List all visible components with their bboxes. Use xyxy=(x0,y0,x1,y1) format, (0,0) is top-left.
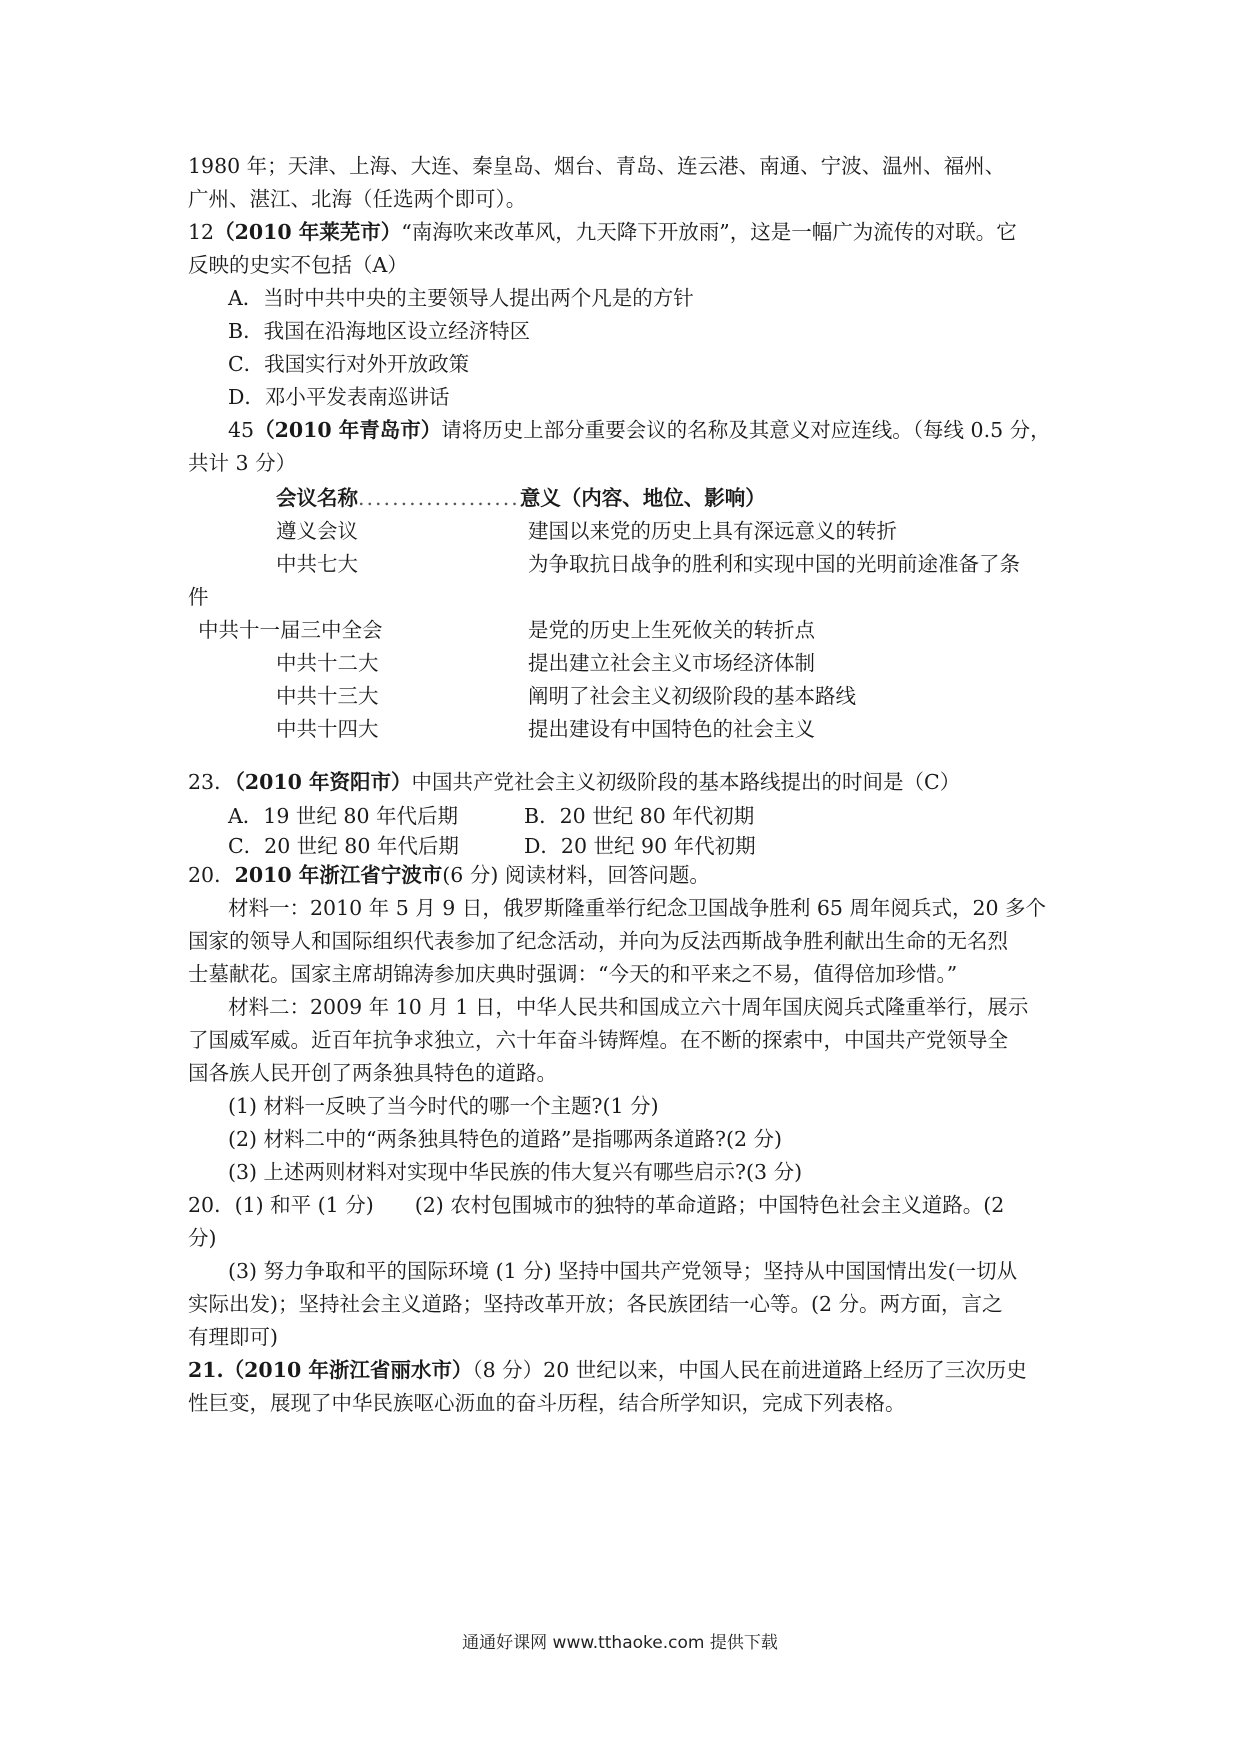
sub-question: (1) 材料一反映了当今时代的哪一个主题?(1 分) xyxy=(228,1094,659,1118)
options-row xyxy=(188,799,1068,829)
meeting-meaning-wrap: 件 xyxy=(188,585,209,609)
answer-20-cont: 有理即可) xyxy=(188,1325,278,1349)
question-21-stem-cont: 性巨变，展现了中华民族呕心沥血的奋斗历程，结合所学知识，完成下列表格。 xyxy=(188,1391,906,1415)
material-2: 材料二：2009 年 10 月 1 日，中华人民共和国成立六十周年国庆阅兵式隆重举行，展示 xyxy=(228,995,1029,1019)
text-line: 广州、湛江、北海（任选两个即可）。 xyxy=(188,187,527,211)
document-body xyxy=(188,150,1068,1420)
meeting-meaning: 阐明了社会主义初级阶段的基本路线 xyxy=(528,684,856,708)
material-1-cont: 士墓献花。国家主席胡锦涛参加庆典时强调：“今天的和平来之不易，值得倍加珍惜。” xyxy=(188,962,958,986)
question-45-stem: 45（2010 年青岛市）请将历史上部分重要会议的名称及其意义对应连线。（每线 0.5 分， xyxy=(228,418,1051,442)
answer-20-part3: (3) 努力争取和平的国际环境 (1 分) 坚持中国共产党领导；坚持从中国国情出发(一切从 xyxy=(228,1259,1018,1283)
option: B．20 世纪 80 年代初期 xyxy=(524,804,755,828)
answer-20: 20．(1) 和平 (1 分) (2) 农村包围城市的独特的革命道路；中国特色社会主义道路。(2 xyxy=(188,1193,1005,1217)
page-footer: 通通好课网 www.tthaoke.com 提供下载 xyxy=(462,1633,778,1653)
meeting-meaning: 为争取抗日战争的胜利和实现中国的光明前途准备了条 xyxy=(528,552,1020,576)
matching-table xyxy=(188,482,1068,741)
question-20-stem: 20．2010 年浙江省宁波市(6 分) 阅读材料，回答问题。 xyxy=(188,863,710,887)
answer-20-cont: 分) xyxy=(188,1226,217,1250)
material-2-cont: 了国威军威。近百年抗争求独立，六十年奋斗铸辉煌。在不断的探索中，中国共产党领导全 xyxy=(188,1028,1008,1052)
meeting-name: 中共十三大 xyxy=(276,684,379,708)
option: B．我国在沿海地区设立经济特区 xyxy=(228,319,531,343)
question-23-stem: 23．（2010 年资阳市）中国共产党社会主义初级阶段的基本路线提出的时间是（C） xyxy=(188,770,961,794)
answer-20-cont: 实际出发)；坚持社会主义道路；坚持改革开放；各民族团结一心等。(2 分。两方面，言之 xyxy=(188,1292,1003,1316)
sub-question: (2) 材料二中的“两条独具特色的道路”是指哪两条道路?(2 分) xyxy=(228,1127,783,1151)
option: C．20 世纪 80 年代后期 xyxy=(228,834,459,858)
option: A．19 世纪 80 年代后期 xyxy=(228,804,459,828)
meeting-name: 中共十二大 xyxy=(276,651,379,675)
question-21-stem: 21.（2010 年浙江省丽水市）（8 分）20 世纪以来，中国人民在前进道路上经历了三次历史 xyxy=(188,1358,1027,1382)
options-row xyxy=(188,829,1068,859)
material-2-cont: 国各族人民开创了两条独具特色的道路。 xyxy=(188,1061,557,1085)
matching-header: 会议名称...................意义（内容、地位、影响） xyxy=(276,486,766,510)
question-12-stem-cont: 反映的史实不包括（A） xyxy=(188,253,408,277)
material-1-cont: 国家的领导人和国际组织代表参加了纪念活动，并向为反法西斯战争胜利献出生命的无名烈 xyxy=(188,929,1008,953)
meeting-name: 中共十四大 xyxy=(276,717,379,741)
meeting-meaning: 是党的历史上生死攸关的转折点 xyxy=(528,618,815,642)
meeting-meaning: 建国以来党的历史上具有深远意义的转折 xyxy=(528,519,897,543)
meeting-meaning: 提出建立社会主义市场经济体制 xyxy=(528,651,815,675)
material-1: 材料一：2010 年 5 月 9 日，俄罗斯隆重举行纪念卫国战争胜利 65 周年阅兵式，20 多个 xyxy=(228,896,1047,920)
option: D．邓小平发表南巡讲话 xyxy=(228,385,450,409)
option: A．当时中共中央的主要领导人提出两个凡是的方针 xyxy=(228,286,694,310)
option: C．我国实行对外开放政策 xyxy=(228,352,470,376)
meeting-name: 中共七大 xyxy=(276,552,358,576)
sub-question: (3) 上述两则材料对实现中华民族的伟大复兴有哪些启示?(3 分) xyxy=(228,1160,803,1184)
meeting-name: 遵义会议 xyxy=(276,519,358,543)
question-45-stem-cont: 共计 3 分） xyxy=(188,451,297,475)
text-line: 1980 年；天津、上海、大连、秦皇岛、烟台、青岛、连云港、南通、宁波、温州、福州、 xyxy=(188,154,1006,178)
meeting-meaning: 提出建设有中国特色的社会主义 xyxy=(528,717,815,741)
question-12-stem: 12（2010 年莱芜市）“南海吹来改革风，九天降下开放雨”，这是一幅广为流传的对联。它 xyxy=(188,220,1017,244)
meeting-name: 中共十一届三中全会 xyxy=(198,618,383,642)
option: D．20 世纪 90 年代初期 xyxy=(524,834,756,858)
